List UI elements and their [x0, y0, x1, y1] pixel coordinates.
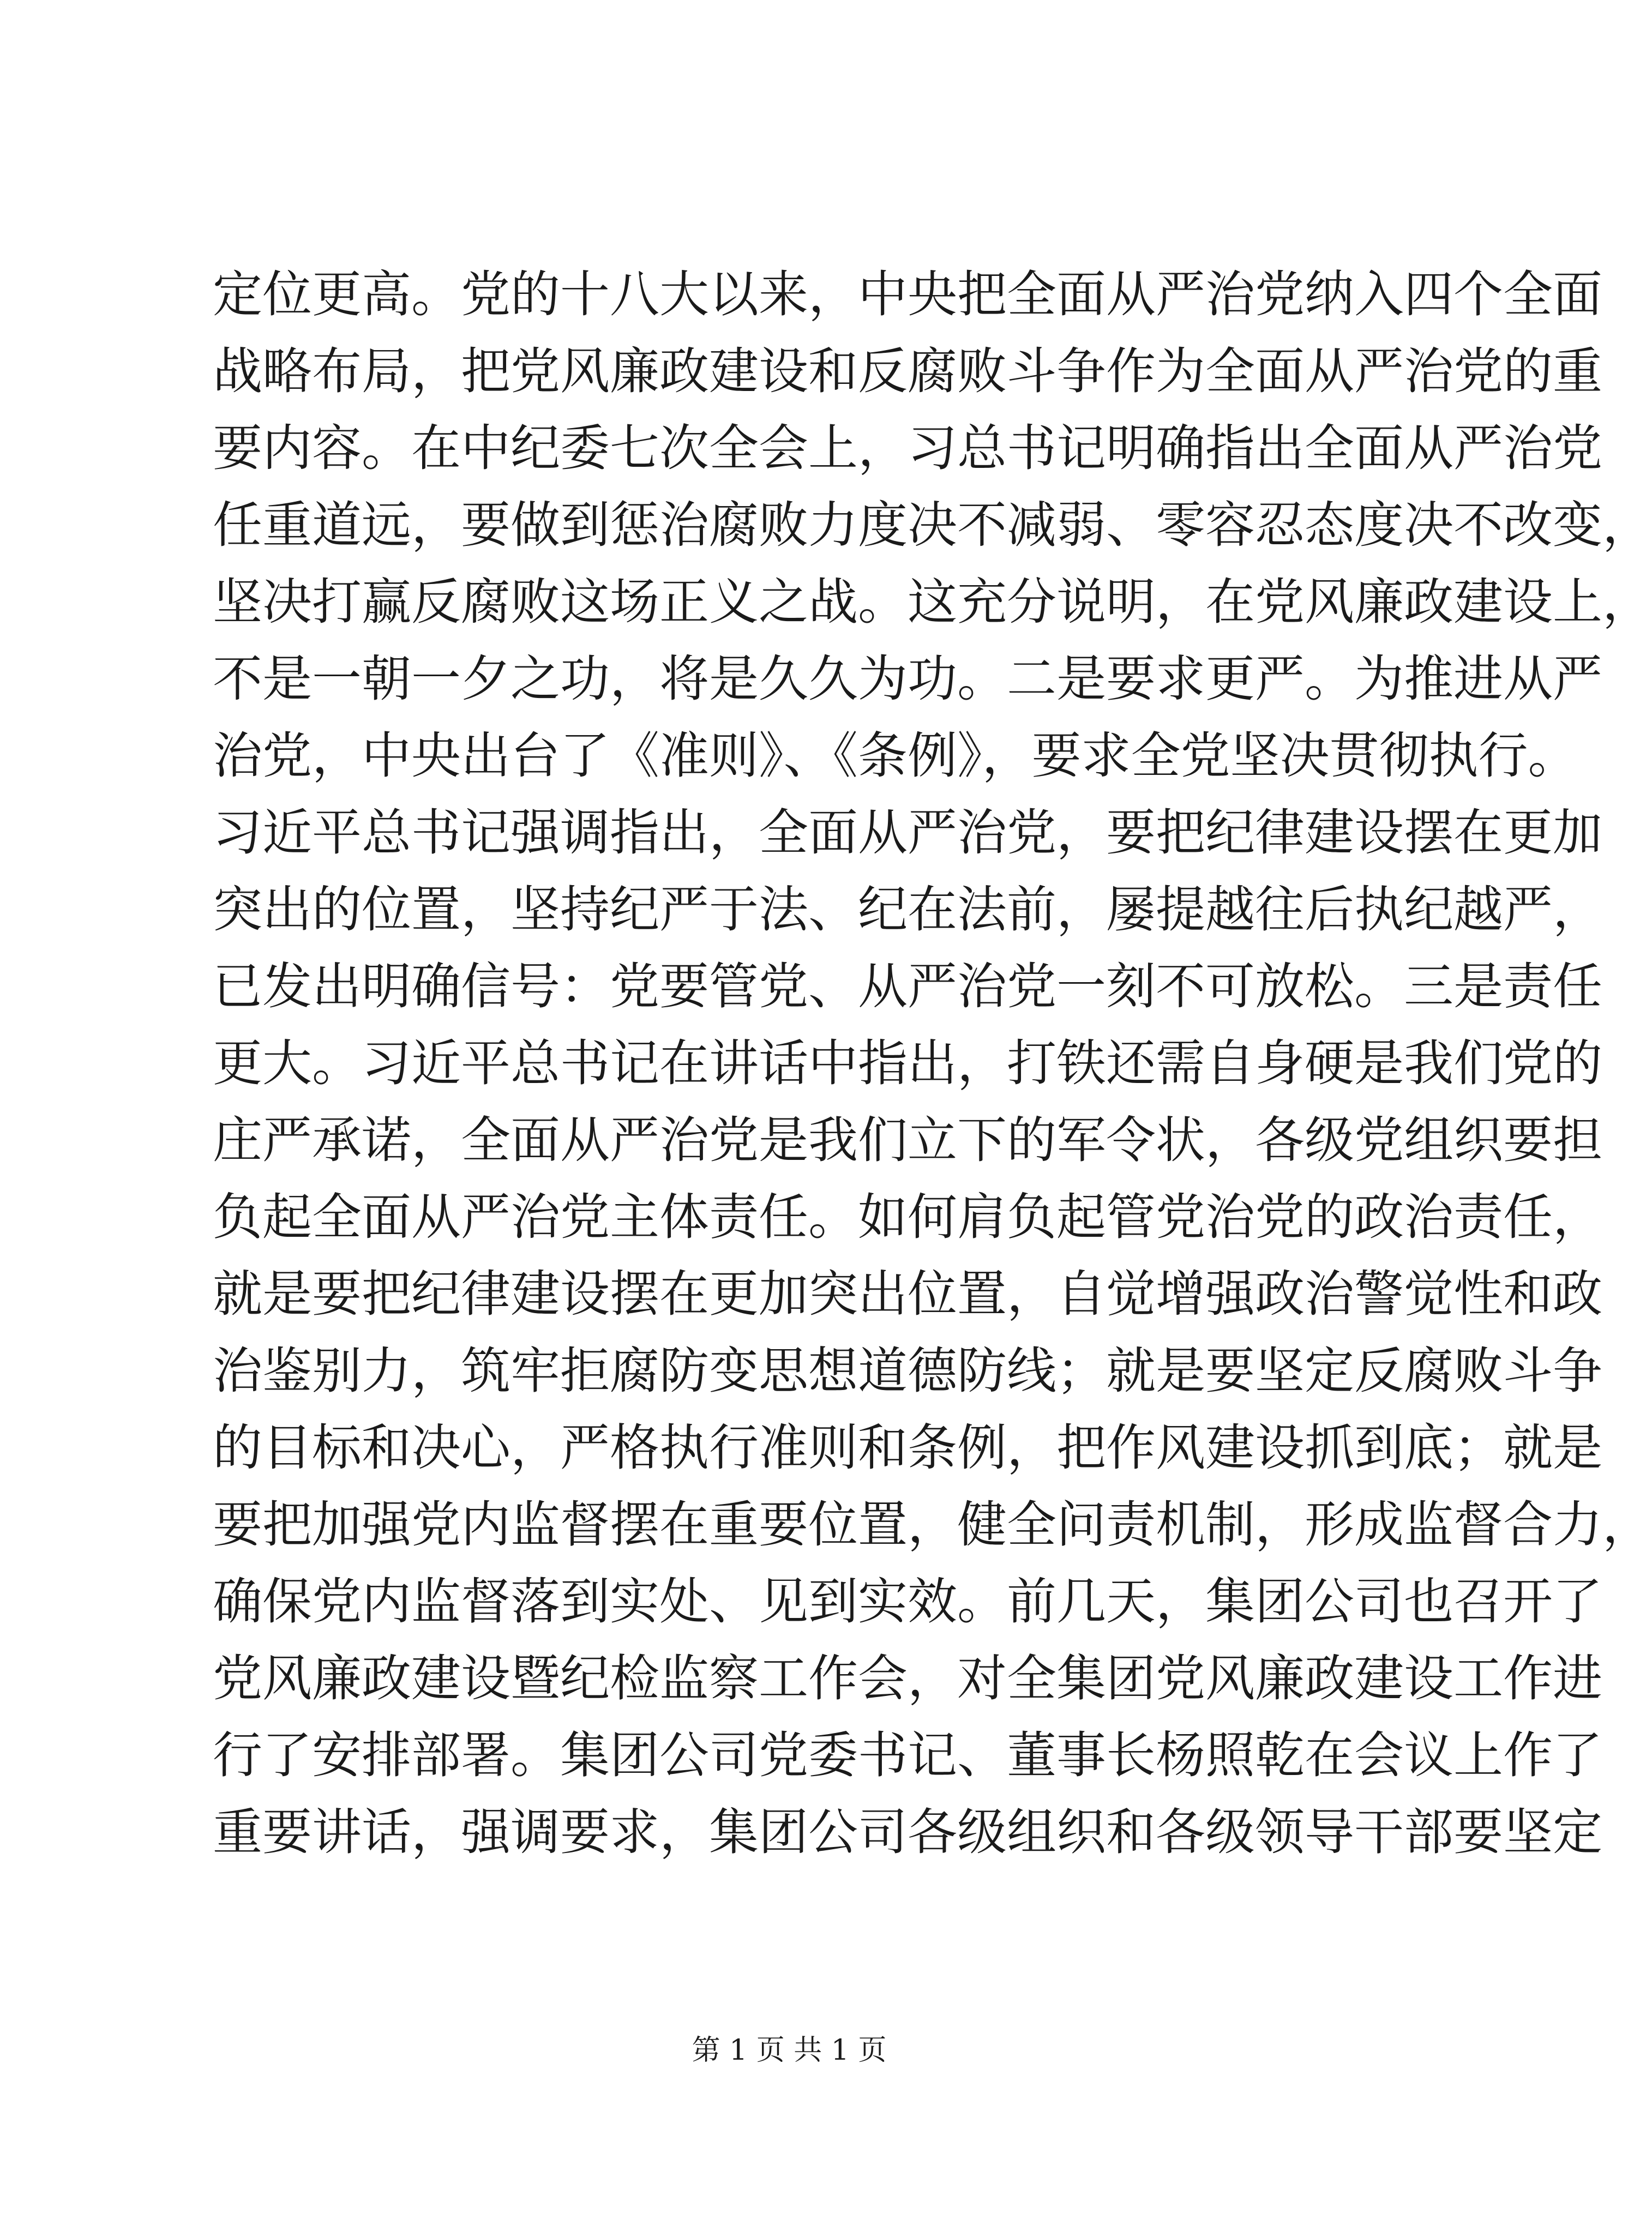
text-line: 坚决打赢反腐败这场正义之战。这充分说明，在党风廉政建设上，	[213, 574, 1652, 631]
text-line: 庄严承诺，全面从严治党是我们立下的军令状，各级党组织要担	[213, 1112, 1603, 1169]
text-line: 已发出明确信号：党要管党、从严治党一刻不可放松。三是责任	[213, 958, 1603, 1015]
page-footer: 第 1 页 共 1 页	[692, 2034, 887, 2067]
text-line: 就是要把纪律建设摆在更加突出位置，自觉增强政治警觉性和政	[213, 1266, 1603, 1323]
body-text	[213, 256, 1652, 1871]
text-line: 习近平总书记强调指出，全面从严治党，要把纪律建设摆在更加	[213, 804, 1603, 862]
text-line: 突出的位置，坚持纪严于法、纪在法前，屡提越往后执纪越严，	[213, 881, 1603, 938]
text-line: 定位更高。党的十八大以来，中央把全面从严治党纳入四个全面	[213, 266, 1603, 323]
text-line: 治鉴别力，筑牢拒腐防变思想道德防线；就是要坚定反腐败斗争	[213, 1343, 1603, 1400]
text-line: 要把加强党内监督摆在重要位置，健全问责机制，形成监督合力，	[213, 1496, 1652, 1554]
text-line: 更大。习近平总书记在讲话中指出，打铁还需自身硬是我们党的	[213, 1035, 1603, 1092]
text-line: 行了安排部署。集团公司党委书记、董事长杨照乾在会议上作了	[213, 1727, 1603, 1784]
text-line: 党风廉政建设暨纪检监察工作会，对全集团党风廉政建设工作进	[213, 1650, 1603, 1707]
text-line: 战略布局，把党风廉政建设和反腐败斗争作为全面从严治党的重	[213, 343, 1603, 400]
text-line: 要内容。在中纪委七次全会上，习总书记明确指出全面从严治党	[213, 420, 1603, 477]
text-line: 任重道远，要做到惩治腐败力度决不减弱、零容忍态度决不改变，	[213, 497, 1652, 554]
text-line: 治党，中央出台了《准则》、《条例》，要求全党坚决贯彻执行。	[213, 727, 1578, 785]
text-line: 不是一朝一夕之功，将是久久为功。二是要求更严。为推进从严	[213, 651, 1603, 708]
text-line: 重要讲话，强调要求，集团公司各级组织和各级领导干部要坚定	[213, 1804, 1603, 1861]
text-line: 负起全面从严治党主体责任。如何肩负起管党治党的政治责任，	[213, 1189, 1603, 1246]
text-line: 确保党内监督落到实处、见到实效。前几天，集团公司也召开了	[213, 1573, 1603, 1631]
text-line: 的目标和决心，严格执行准则和条例，把作风建设抓到底；就是	[213, 1419, 1603, 1477]
